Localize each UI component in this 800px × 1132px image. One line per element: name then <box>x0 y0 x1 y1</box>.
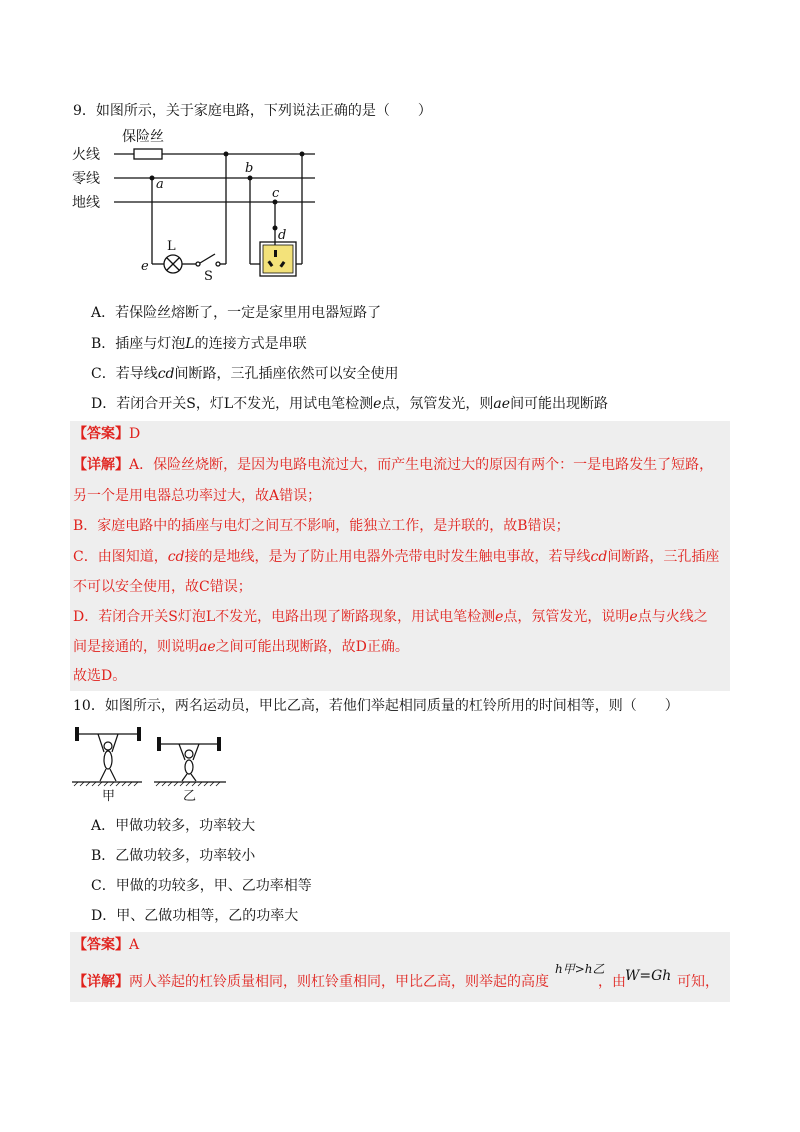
q9-option-b: B．插座与灯泡L的连接方式是串联 <box>91 336 307 352</box>
q10-detail-mid: ，由 <box>598 974 626 990</box>
label-c: c <box>272 186 280 201</box>
label-b: b <box>245 161 254 176</box>
label-a: a <box>156 177 164 192</box>
formula-w-gh: W=Gh <box>625 968 672 984</box>
label-d: d <box>278 228 287 243</box>
label-live: 火线 <box>72 146 100 162</box>
q9-option-a: A．若保险丝熔断了，一定是家里用电器短路了 <box>91 305 382 321</box>
label-e: e <box>141 259 149 274</box>
q9-detail-line-6: D．若闭合开关S灯泡L不发光，电路出现了断路现象，用试电笔检测e点，氖管发光，说明e点与火线之 <box>73 609 708 625</box>
q9-option-d: D．若闭合开关S，灯L不发光，用试电笔检测e点，氖管发光，则ae间可能出现断路 <box>91 396 609 412</box>
label-S: S <box>204 269 213 284</box>
q10-stem: 10．如图所示，两名运动员，甲比乙高，若他们举起相同质量的杠铃所用的时间相等，则（ ） <box>73 698 679 714</box>
q9-answer: 【答案】D <box>73 426 141 442</box>
q9-detail-line-8: 故选D。 <box>73 668 127 684</box>
q10-option-a: A．甲做功较多，功率较大 <box>91 818 256 834</box>
q9-circuit-diagram <box>70 124 330 284</box>
q10-option-d: D．甲、乙做功相等，乙的功率大 <box>91 908 299 924</box>
q9-detail-line-4: C．由图知道，cd接的是地线，是为了防止用电器外壳带电时发生触电事故，若导线cd间断路，三孔插座 <box>73 549 720 565</box>
label-jia: 甲 <box>102 788 116 803</box>
q9-detail-line-3: B．家庭电路中的插座与电灯之间互不影响，能独立工作，是并联的，故B错误； <box>73 518 570 534</box>
formula-h-jia-gt-h-yi: h甲>h乙 <box>555 962 605 976</box>
label-fuse: 保险丝 <box>122 128 164 144</box>
q10-detail: 【详解】两人举起的杠铃质量相同，则杠铃重相同，甲比乙高，则举起的高度 <box>73 974 549 990</box>
q9-detail-line-5: 不可以安全使用，故C错误； <box>73 579 252 595</box>
q10-answer: 【答案】A <box>73 937 140 953</box>
q9-detail-line-7: 间是接通的，则说明ae之间可能出现断路，故D正确。 <box>73 639 409 655</box>
q9-option-c: C．若导线cd间断路，三孔插座依然可以安全使用 <box>91 366 399 382</box>
q10-option-b: B．乙做功较多，功率较小 <box>91 848 256 864</box>
q10-detail-post: 可知， <box>677 974 719 990</box>
fuse-symbol <box>134 149 162 159</box>
label-neutral: 零线 <box>72 170 100 186</box>
q10-option-c: C．甲做的功较多，甲、乙功率相等 <box>91 878 312 894</box>
label-yi: 乙 <box>183 788 197 803</box>
q9-stem: 9．如图所示，关于家庭电路，下列说法正确的是（ ） <box>73 103 432 119</box>
q9-detail-line-1: 【详解】A．保险丝烧断，是因为电路电流过大，而产生电流过大的原因有两个：一是电路发生了短路， <box>73 457 714 473</box>
label-ground: 地线 <box>72 194 100 210</box>
label-L: L <box>167 239 176 254</box>
q10-weightlifters-figure <box>70 720 240 806</box>
q9-detail-line-2: 另一个是用电器总功率过大，故A错误； <box>73 488 322 504</box>
